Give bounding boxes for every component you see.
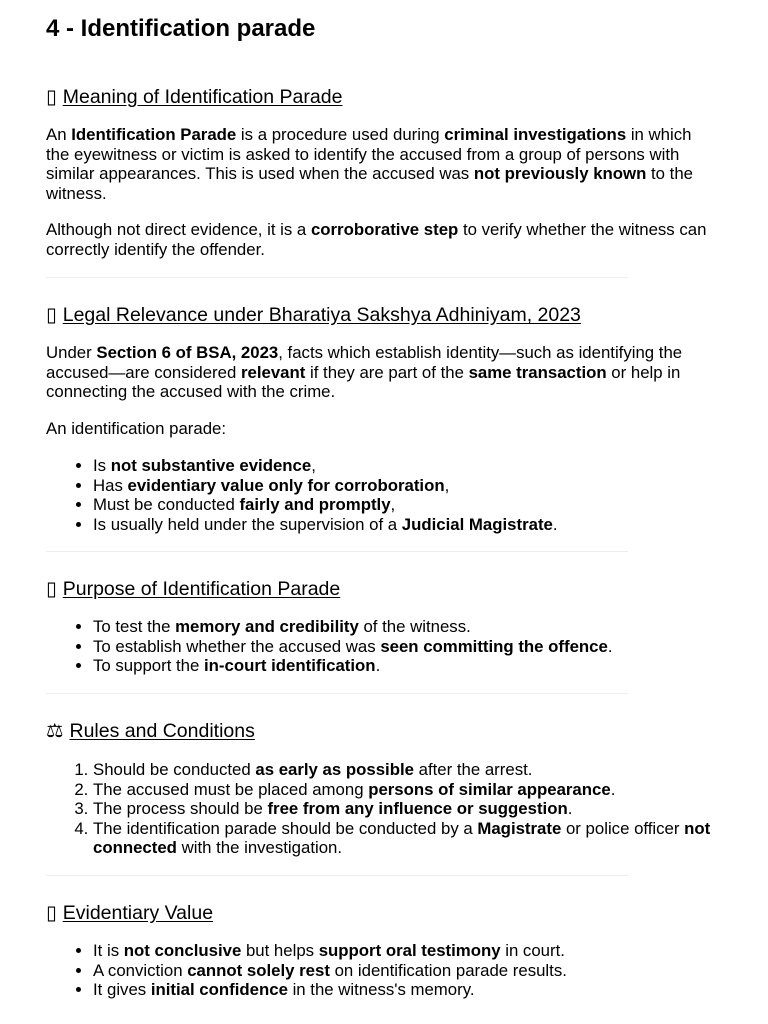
list-item [93,476,723,496]
list-item [93,617,723,637]
bold-text: persons of similar appearance [368,779,611,799]
bold-text: relevant [240,362,306,382]
text-run: . [567,799,573,818]
text-run: To test the [93,617,176,636]
text-run: To support the [93,656,205,675]
section-heading-legal-relevance [46,303,581,327]
bold-text: corroborative step [310,220,459,239]
paragraph [46,343,712,402]
bold-text: criminal investigations [444,125,627,144]
text-run: on identification parade results. [329,960,567,980]
section-icon: ▯ [46,86,57,108]
section-divider [46,551,628,552]
text-run: but helps [241,941,319,960]
text-run: , [311,456,316,475]
section-heading-rules [46,719,255,743]
section-divider [46,875,628,876]
bold-text: Identification Parade [71,125,237,144]
section-divider [46,693,628,694]
section-icon: ▯ [46,304,57,326]
text-run: . [375,656,381,675]
text-run: It gives [93,980,151,999]
text-run: with the investigation. [176,838,343,857]
section-heading-text: Meaning of Identification Parade [62,86,343,108]
section-heading-purpose [46,577,340,601]
numbered-list [46,760,723,858]
text-run: Must be conducted [93,495,240,514]
bold-text: support oral testimony [318,941,501,960]
paragraph: An identification parade: [46,419,227,438]
text-run: The identification parade should be conducted by a [93,818,478,838]
text-run: , [444,475,450,495]
bold-text: evidentiary value only for corroboration [127,475,445,495]
list-item [93,819,723,858]
text-run: or help in connecting the accused with the crime. [46,362,681,401]
section-icon: ▯ [46,902,57,924]
section-heading-text: Rules and Conditions [69,720,255,742]
text-run: Has [93,475,128,495]
bold-text: seen committing the offence [380,636,608,656]
text-run: in court. [500,941,565,960]
text-run: To establish whether the accused was [93,636,381,656]
bold-text: as early as possible [255,760,414,779]
list-item [93,495,723,515]
list-item [93,637,723,657]
text-run: if they are part of the [305,362,469,382]
scales-icon: ⚖ [46,720,64,742]
bold-text: Magistrate [477,818,562,838]
list-item [93,799,723,819]
text-run: is a procedure used during [236,125,445,144]
list-item [93,941,723,961]
text-run: of the witness. [358,617,471,636]
paragraph [46,220,712,259]
text-run: The process should be [93,799,268,818]
text-run: , facts which establish identity—such as identifying the accused—are considered [46,343,683,382]
bold-text: cannot solely rest [187,960,330,980]
text-run: Under [46,343,97,362]
text-run: Is [93,456,111,475]
bold-text: free from any influence or suggestion [267,799,568,818]
text-run: or police officer [561,818,685,838]
list-item [93,961,723,981]
text-run: A conviction [93,960,188,980]
bold-text: not connected [93,818,711,857]
bullet-list [46,941,723,1000]
section-heading-meaning [46,85,342,109]
list-item [93,456,723,476]
text-run: . [607,636,613,656]
bold-text: not substantive evidence [110,456,312,475]
text-run: Should be conducted [93,760,256,779]
list-item [93,980,723,1000]
section-heading-text: Legal Relevance under Bharatiya Sakshya Adhiniyam, 2023 [62,304,581,326]
text-run: in which the eyewitness or victim is asked to identify the accused from a group of persons with similar appearances. This is used when the accused was [46,125,692,183]
section-divider [46,277,628,278]
section-heading-text: Evidentiary Value [62,902,214,924]
page-title: 4 - Identification parade [46,15,316,42]
section-heading-evidentiary-value [46,901,213,925]
list-item [93,760,723,780]
text-run: after the arrest. [413,760,533,779]
bold-text: Judicial Magistrate [401,514,553,534]
list-item [93,656,723,676]
text-run: Although not direct evidence, it is a [46,220,311,239]
text-run: to the witness. [46,164,693,203]
list-item [93,780,723,800]
bullet-list [46,456,723,534]
text-run: in the witness's memory. [287,980,475,999]
section-icon: ▯ [46,578,57,600]
bold-text: not previously known [473,164,647,183]
text-run: . [610,779,616,799]
bullet-list [46,617,723,676]
bold-text: in-court identification [204,656,376,675]
bold-text: not conclusive [123,941,242,960]
paragraph [46,125,712,203]
text-run: Is usually held under the supervision of a [93,514,402,534]
bold-text: initial confidence [150,980,288,999]
text-run: The accused must be placed among [93,779,369,799]
bold-text: Section 6 of BSA, 2023 [96,343,279,362]
list-item [93,515,723,535]
text-run: . [552,514,558,534]
bold-text: same transaction [468,362,607,382]
bold-text: memory and credibility [175,617,359,636]
text-run: An [46,125,72,144]
text-run: to verify whether the witness can correctly identify the offender. [46,220,707,259]
text-run: It is [93,941,124,960]
section-heading-text: Purpose of Identification Parade [62,578,341,600]
text-run: , [390,495,396,514]
bold-text: fairly and promptly [239,495,391,514]
